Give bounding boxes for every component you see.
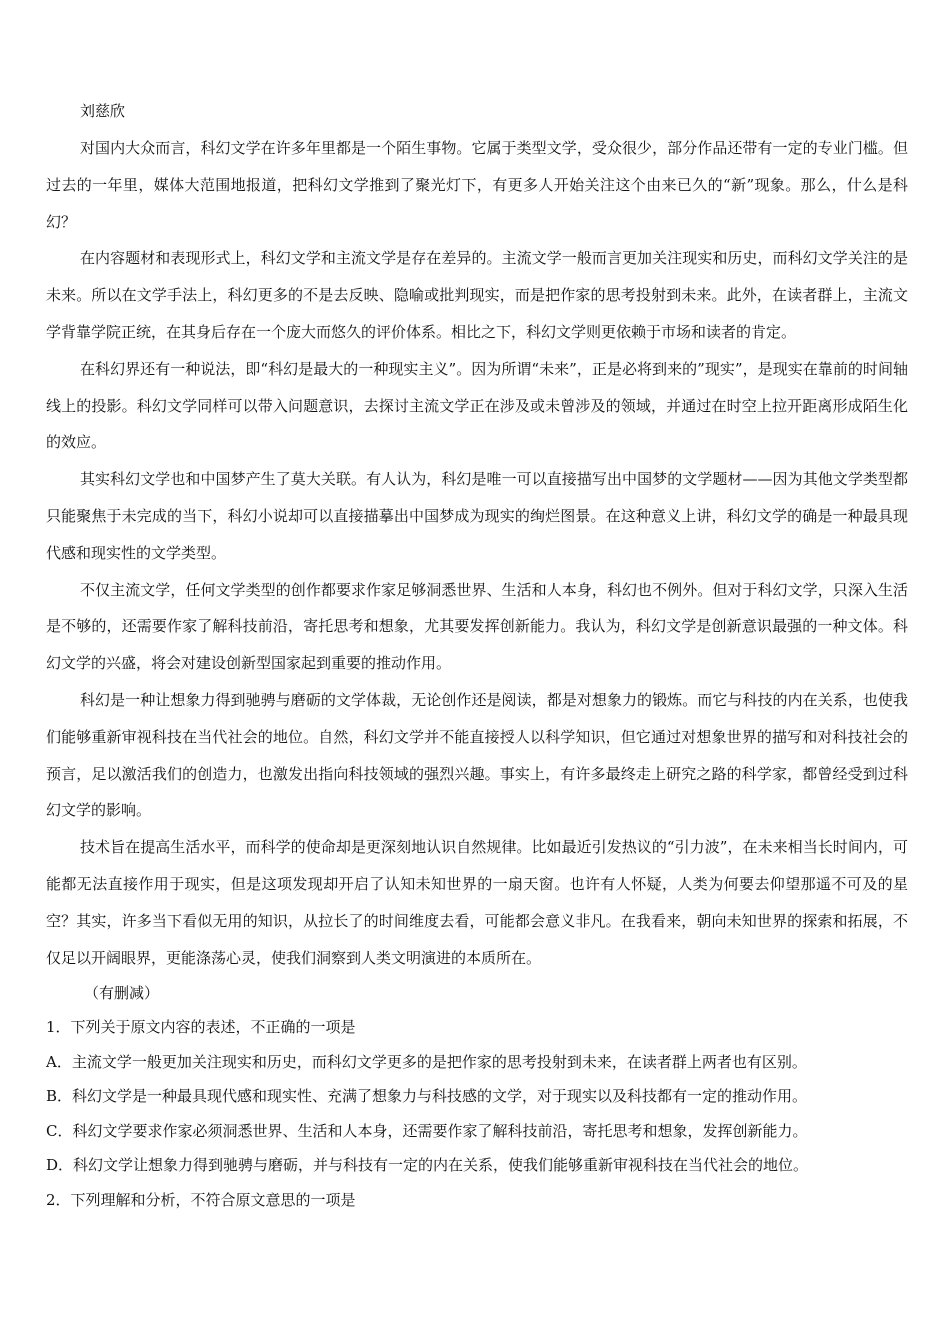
- question-1-option-a: A．主流文学一般更加关注现实和历史，而科幻文学更多的是把作家的思考投射到未来，在读者群上两者也有区别。: [46, 1052, 807, 1071]
- article-paragraph: 在科幻界还有一种说法，即“科幻是最大的一种现实主义”。因为所谓“未来”，正是必将到来的”现实”，是现实在靠前的时间轴线上的投影。科幻文学同样可以带入问题意识，去探讨主流文学正在涉及或未曾涉及的领域，并通过在时空上拉开距离形成陌生化的效应。: [46, 359, 908, 452]
- question-1-option-b: B．科幻文学是一种最具现代感和现实性、充满了想象力与科技感的文学，对于现实以及科技都有一定的推动作用。: [46, 1087, 808, 1106]
- article-paragraph: 在内容题材和表现形式上，科幻文学和主流文学是存在差异的。主流文学一般而言更加关注现实和历史，而科幻文学关注的是未来。所以在文学手法上，科幻更多的不是去反映、隐喻或批判现实，而是把作家的思考投射到未来。此外，在读者群上，主流文学背靠学院正统，在其身后存在一个庞大而悠久的评价体系。相比之下，科幻文学则更依赖于市场和读者的肯定。: [46, 249, 908, 341]
- question-1-option-d: D．科幻文学让想象力得到驰骋与磨砺，并与科技有一定的内在关系，使我们能够重新审视科技在当代社会的地位。: [46, 1156, 809, 1175]
- article-paragraph: 技术旨在提高生活水平，而科学的使命却是更深刻地认识自然规律。比如最近引发热议的“引力波”，在未来相当长时间内，可能都无法直接作用于现实，但是这项发现却开启了认知未知世界的一扇天窗。也许有人怀疑，人类为何要去仰望那遥不可及的星空？其实，许多当下看似无用的知识，从拉长了的时间维度去看，可能都会意义非凡。在我看来，朝向未知世界的探索和拓展，不仅足以开阔眼界，更能涤荡心灵，使我们洞察到人类文明演进的本质所在。: [46, 838, 908, 967]
- document-body: [46, 92, 908, 1217]
- abridged-note: （有删减）: [84, 984, 160, 1003]
- question-2-stem: 2．下列理解和分析，不符合原文意思的一项是: [46, 1190, 356, 1209]
- question-1-stem: 1．下列关于原文内容的表述，不正确的一项是: [46, 1018, 356, 1037]
- article-paragraph: 对国内大众而言，科幻文学在许多年里都是一个陌生事物。它属于类型文学，受众很少，部分作品还带有一定的专业门槛。但过去的一年里，媒体大范围地报道，把科幻文学推到了聚光灯下，有更多人开始关注这个由来已久的“新”现象。那么，什么是科幻？: [46, 139, 908, 231]
- article-paragraph: 科幻是一种让想象力得到驰骋与磨砺的文学体裁，无论创作还是阅读，都是对想象力的锻炼。而它与科技的内在关系，也使我们能够重新审视科技在当代社会的地位。自然，科幻文学并不能直接授人以科学知识，但它通过对想象世界的描写和对科技社会的预言，足以激活我们的创造力，也激发出指向科技领域的强烈兴趣。事实上，有许多最终走上研究之路的科学家，都曾经受到过科幻文学的影响。: [46, 690, 908, 820]
- article-paragraph: 不仅主流文学，任何文学类型的创作都要求作家足够洞悉世界、生活和人本身，科幻也不例外。但对于科幻文学，只深入生活是不够的，还需要作家了解科技前沿，寄托思考和想象，尤其要发挥创新能力。我认为，科幻文学是创新意识最强的一种文体。科幻文学的兴盛，将会对建设创新型国家起到重要的推动作用。: [46, 580, 908, 673]
- question-1-option-c: C．科幻文学要求作家必须洞悉世界、生活和人本身，还需要作家了解科技前沿，寄托思考和想象，发挥创新能力。: [46, 1121, 808, 1140]
- article-paragraph: 其实科幻文学也和中国梦产生了莫大关联。有人认为，科幻是唯一可以直接描写出中国梦的文学题材——因为其他文学类型都只能聚焦于未完成的当下，科幻小说却可以直接描摹出中国梦成为现实的绚烂图景。在这种意义上讲，科幻文学的确是一种最具现代感和现实性的文学类型。: [46, 470, 908, 562]
- article-author: 刘慈欣: [80, 102, 126, 120]
